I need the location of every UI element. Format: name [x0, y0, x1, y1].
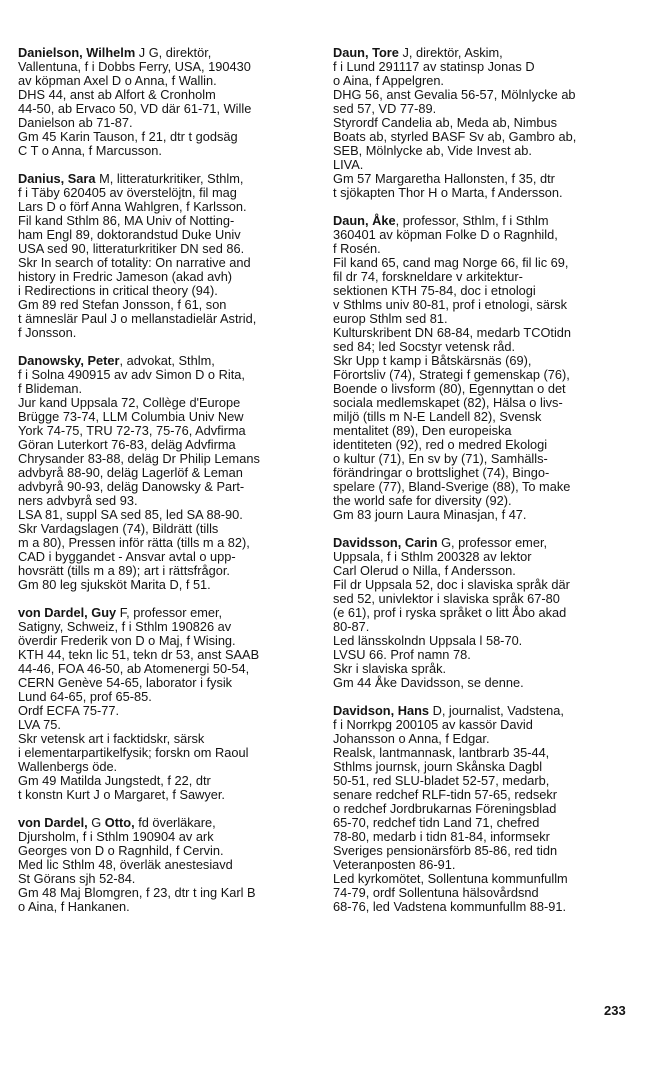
entry-name: Danielson, Wilhelm — [18, 45, 136, 60]
entry-daun-ake: Daun, Åke, professor, Sthlm, f i Sthlm 360401 av köpman Folke D o Ragnhild, f Rosén. Fil kand 65, cand mag Norge 66, fil lic 69, fil dr 74, forskneldare v arkitektur- sektionen KTH 75-84, doc i etnologi v Sthlms univ 80-81, prof i etnologi, särsk europ Sthlm sed 81. Kulturskribent DN 68-84, medarb TCOtidn sed 84; led Socstyr vetensk råd. Skr Upp t kamp i Båtskärsnäs (69), Förortsliv (74), Strategi f gemenskap (76), Boende o livsform (80), Egennyttan o det sociala medlemskapet (82), Hälsa o livs- miljö (tills m N-E Landell 82), Svensk mentalitet (89), Den europeiska identiteten (92), red o medred Ekologi o kultur (71), En sv by (71), Samhälls- förändringar o brottslighet (74), Bingo- spelare (77), Bland-Sverige (88), To make the world safe for diversity (92). Gm 83 journ Laura Minasjan, f 47. — [333, 213, 572, 522]
entry-name: Danius, Sara — [18, 171, 96, 186]
entry-name: Davidson, Hans — [333, 703, 430, 718]
entry-von-dardel-otto: von Dardel, G Otto, fd överläkare, Djursholm, f i Sthlm 190904 av ark Georges von D o Ragnhild, f Cervin. Med lic Sthlm 48, överläk anestesiavd St Görans sjh 52-84. Gm 48 Maj Blomgren, f 23, dtr t ing Karl B o Aina, f Hankanen. — [18, 815, 256, 914]
entry-name: Daun, Åke — [333, 213, 396, 228]
left-column — [18, 46, 310, 928]
entry-danowsky-peter: Danowsky, Peter, advokat, Sthlm, f i Solna 490915 av adv Simon D o Rita, f Blideman. Jur kand Uppsala 72, Collège d'Europe Brügge 73-74, LLM Columbia Univ New York 74-75, TRU 72-73, 75-76, Advfirma Göran Luterkort 76-83, deläg Advfirma Chrysander 83-88, deläg Dr Philip Lemans advbyrå 88-90, deläg Lagerlöf & Leman advbyrå 90-93, deläg Danowsky & Part- ners advbyrå sed 93. LSA 81, suppl SA sed 85, led SA 88-90. Skr Vardagslagen (74), Bildrätt (tills m a 80), Pressen inför rätta (tills m a 82), CAD i byggandet - Ansvar avtal o upp- hovsrätt (tills m a 89); art i rättsfrågor. Gm 80 leg sjuksköt Marita D, f 51. — [18, 353, 260, 592]
entry-davidson-hans: Davidson, Hans D, journalist, Vadstena, f i Norrkpg 200105 av kassör David Johansson o Anna, f Edgar. Realsk, lantmannask, lantbrarb 35-44, Sthlms journsk, journ Skånska Dagbl 50-51, red SLU-bladet 52-57, medarb, senare redchef RLF-tidn 57-65, redsekr o redchef Jordbrukarnas Föreningsblad 65-70, redchef tidn Land 71, chefred 78-80, medarb i tidn 81-84, informsekr Sveriges pensionärsförb 85-86, red tidn Veteranposten 86-91. Led kyrkomötet, Sollentuna kommunfullm 74-79, ordf Sollentuna hälsovårdsnd 68-76, led Vadstena kommunfullm 88-91. — [333, 703, 568, 914]
page-number: 233 — [604, 1003, 626, 1018]
entry-daun-tore: Daun, Tore J, direktör, Askim, f i Lund 291117 av statinsp Jonas D o Aina, f Appelgren. DHG 56, anst Gevalia 56-57, Mölnlycke ab sed 57, VD 77-89. Styrordf Candelia ab, Meda ab, Nimbus Boats ab, styrled BASF Sv ab, Gambro ab, SEB, Mölnlycke ab, Vide Invest ab. LIVA. Gm 57 Margaretha Hallonsten, f 35, dtr t sjökapten Thor H o Marta, f Andersson. — [333, 45, 577, 200]
entry-name: Danowsky, Peter — [18, 353, 120, 368]
entry-danielson-wilhelm: Danielson, Wilhelm J G, direktör, Vallentuna, f i Dobbs Ferry, USA, 190430 av köpman Axel D o Anna, f Wallin. DHS 44, anst ab Alfort & Cronholm 44-50, ab Ervaco 50, VD där 61-71, Wille Danielson ab 71-87. Gm 45 Karin Tauson, f 21, dtr t godsäg C T o Anna, f Marcusson. — [18, 45, 252, 158]
entry-name: von Dardel, — [18, 815, 88, 830]
entry-name: von Dardel, Guy — [18, 605, 117, 620]
entry-name-given: Otto, — [104, 815, 135, 830]
entry-von-dardel-guy: von Dardel, Guy F, professor emer, Satigny, Schweiz, f i Sthlm 190826 av överdir Frederik von D o Maj, f Wising. KTH 44, tekn lic 51, tekn dr 53, anst SAAB 44-46, FOA 46-50, ab Atomenergi 50-54, CERN Genève 54-65, laborator i fysik Lund 64-65, prof 65-85. Ordf ECFA 75-77. LVA 75. Skr vetensk art i facktidskr, särsk i elementarpartikelfysik; forskn om Raoul Wallenbergs öde. Gm 49 Matilda Jungstedt, f 22, dtr t konstn Kurt J o Margaret, f Sawyer. — [18, 605, 260, 802]
right-column — [333, 46, 625, 928]
entry-danius-sara: Danius, Sara M, litteraturkritiker, Sthlm, f i Täby 620405 av överstelöjtn, fil mag Lars D o förf Anna Wahlgren, f Karlsson. Fil kand Sthlm 86, MA Univ of Notting- ham Engl 89, doktorandstud Duke Univ USA sed 90, litteraturkritiker DN sed 86. Skr In search of totality: On narrative and history in Fredric Jameson (akad avh) i Redirections in critical theory (94). Gm 89 red Stefan Jonsson, f 61, son t ämneslär Paul J o mellanstadielär Astrid, f Jonsson. — [18, 171, 257, 340]
entry-name: Davidsson, Carin — [333, 535, 438, 550]
entry-name: Daun, Tore — [333, 45, 399, 60]
entry-davidsson-carin: Davidsson, Carin G, professor emer, Uppsala, f i Sthlm 200328 av lektor Carl Olerud o Nilla, f Andersson. Fil dr Uppsala 52, doc i slaviska språk där sed 52, univlektor i slaviska språk 67-80 (e 61), prof i ryska språket o litt Åbo akad 80-87. Led länsskolndn Uppsala l 58-70. LVSU 66. Prof namn 78. Skr i slaviska språk. Gm 44 Åke Davidsson, se denne. — [333, 535, 570, 690]
